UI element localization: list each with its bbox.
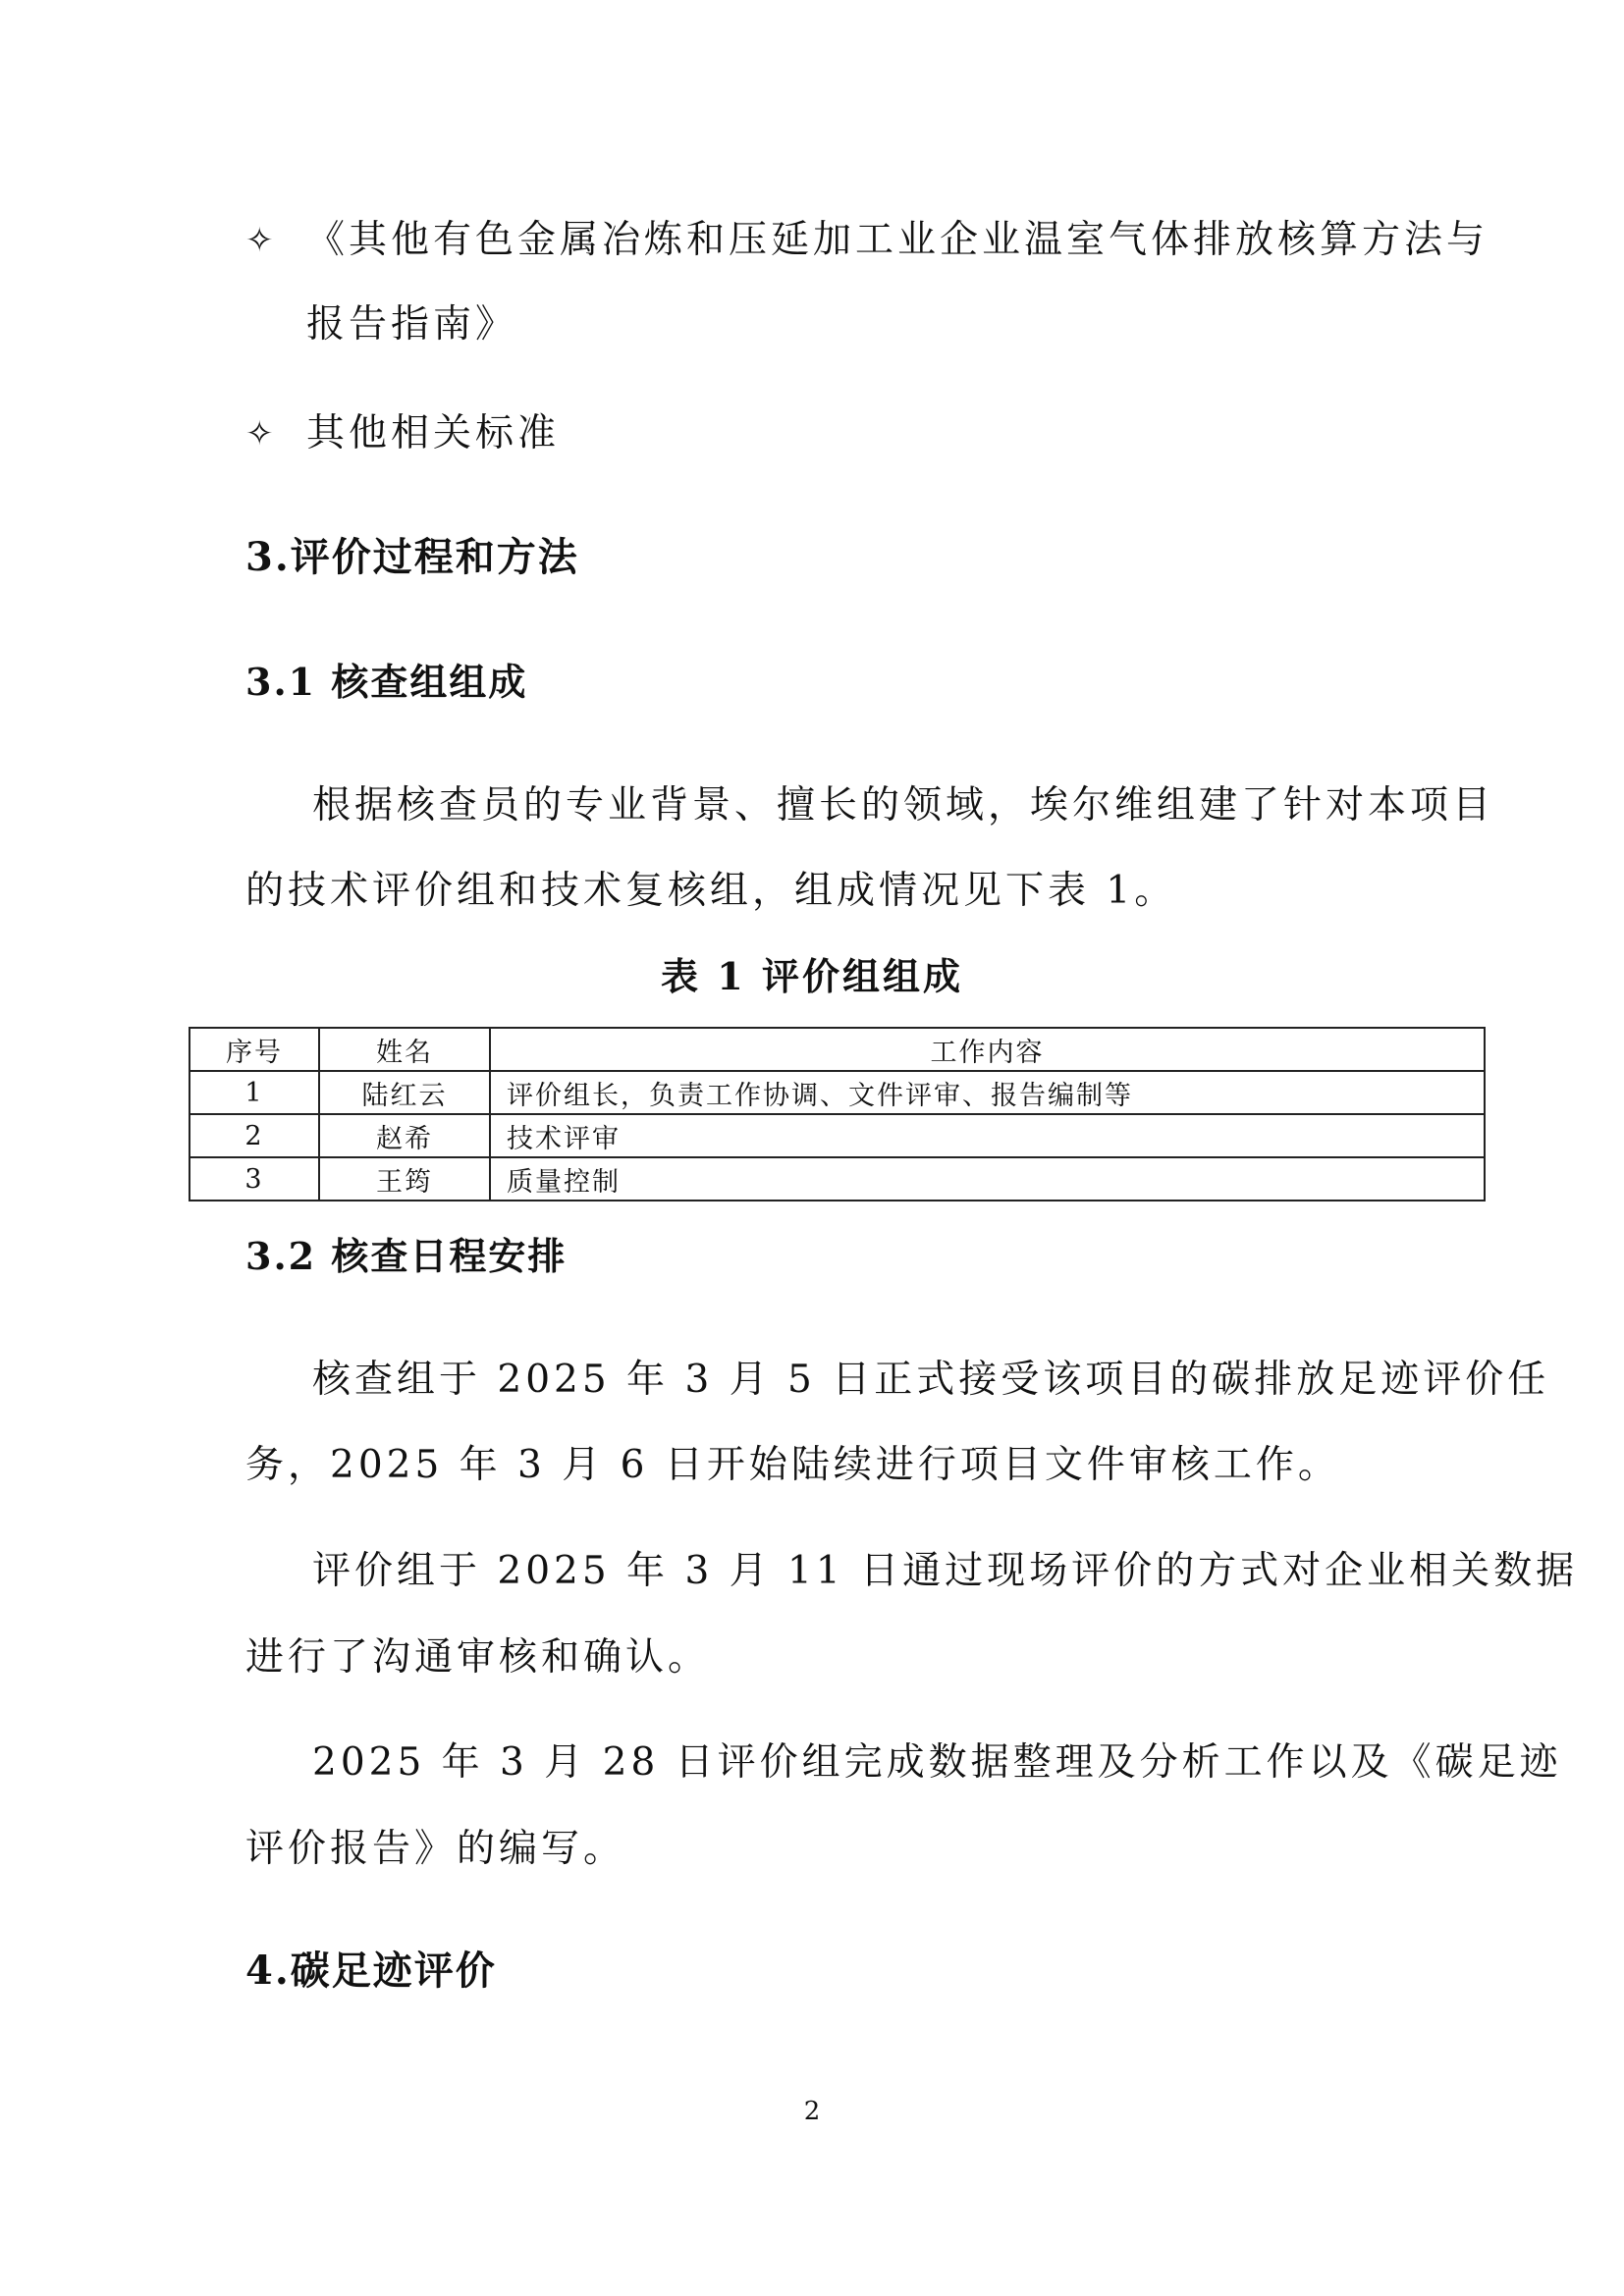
bullet-text-line: 报告指南》 [306, 302, 518, 347]
paragraph-line: 务，2025 年 3 月 6 日开始陆续进行项目文件审核工作。 [245, 1443, 1340, 1487]
section-heading: 4.碳足迹评价 [245, 1948, 497, 1994]
table-caption: 表 1 评价组组成 [661, 954, 963, 998]
table-header-row [189, 1028, 1485, 1071]
paragraph-line: 评价报告》的编写。 [245, 1827, 626, 1871]
paragraph-line: 核查组于 2025 年 3 月 5 日正式接受该项目的碳排放足迹评价任 [312, 1358, 1550, 1402]
column-header: 工作内容 [490, 1028, 1485, 1071]
table-cell: 2 [189, 1114, 319, 1157]
diamond-bullet-icon: ✧ [245, 221, 274, 260]
table-cell: 王筠 [319, 1157, 490, 1201]
table-cell: 3 [189, 1157, 319, 1201]
paragraph-line: 的技术评价组和技术复核组，组成情况见下表 1。 [245, 869, 1177, 913]
table-row [189, 1114, 1485, 1157]
paragraph-line: 评价组于 2025 年 3 月 11 日通过现场评价的方式对企业相关数据 [312, 1549, 1579, 1593]
table-cell: 评价组长，负责工作协调、文件评审、报告编制等 [490, 1071, 1485, 1114]
evaluation-team-table [189, 1027, 1486, 1201]
table-cell: 赵希 [319, 1114, 490, 1157]
paragraph-line: 2025 年 3 月 28 日评价组完成数据整理及分析工作以及《碳足迹 [312, 1740, 1562, 1785]
table-cell: 陆红云 [319, 1071, 490, 1114]
paragraph-line: 进行了沟通审核和确认。 [245, 1635, 711, 1680]
section-heading: 3.评价过程和方法 [245, 534, 579, 580]
table-cell: 技术评审 [490, 1114, 1485, 1157]
subsection-heading: 3.2 核查日程安排 [245, 1234, 568, 1278]
diamond-bullet-icon: ✧ [245, 414, 274, 454]
table-cell: 1 [189, 1071, 319, 1114]
table-row [189, 1157, 1485, 1201]
bullet-text-line: 《其他有色金属冶炼和压延加工业企业温室气体排放核算方法与 [306, 218, 1489, 262]
paragraph-line: 根据核查员的专业背景、擅长的领域，埃尔维组建了针对本项目 [312, 783, 1495, 828]
column-header: 姓名 [319, 1028, 490, 1071]
table-cell: 质量控制 [490, 1157, 1485, 1201]
column-header: 序号 [189, 1028, 319, 1071]
page-number: 2 [803, 2097, 821, 2126]
table-row [189, 1071, 1485, 1114]
subsection-heading: 3.1 核查组组成 [245, 660, 528, 704]
bullet-text-line: 其他相关标准 [306, 411, 561, 455]
